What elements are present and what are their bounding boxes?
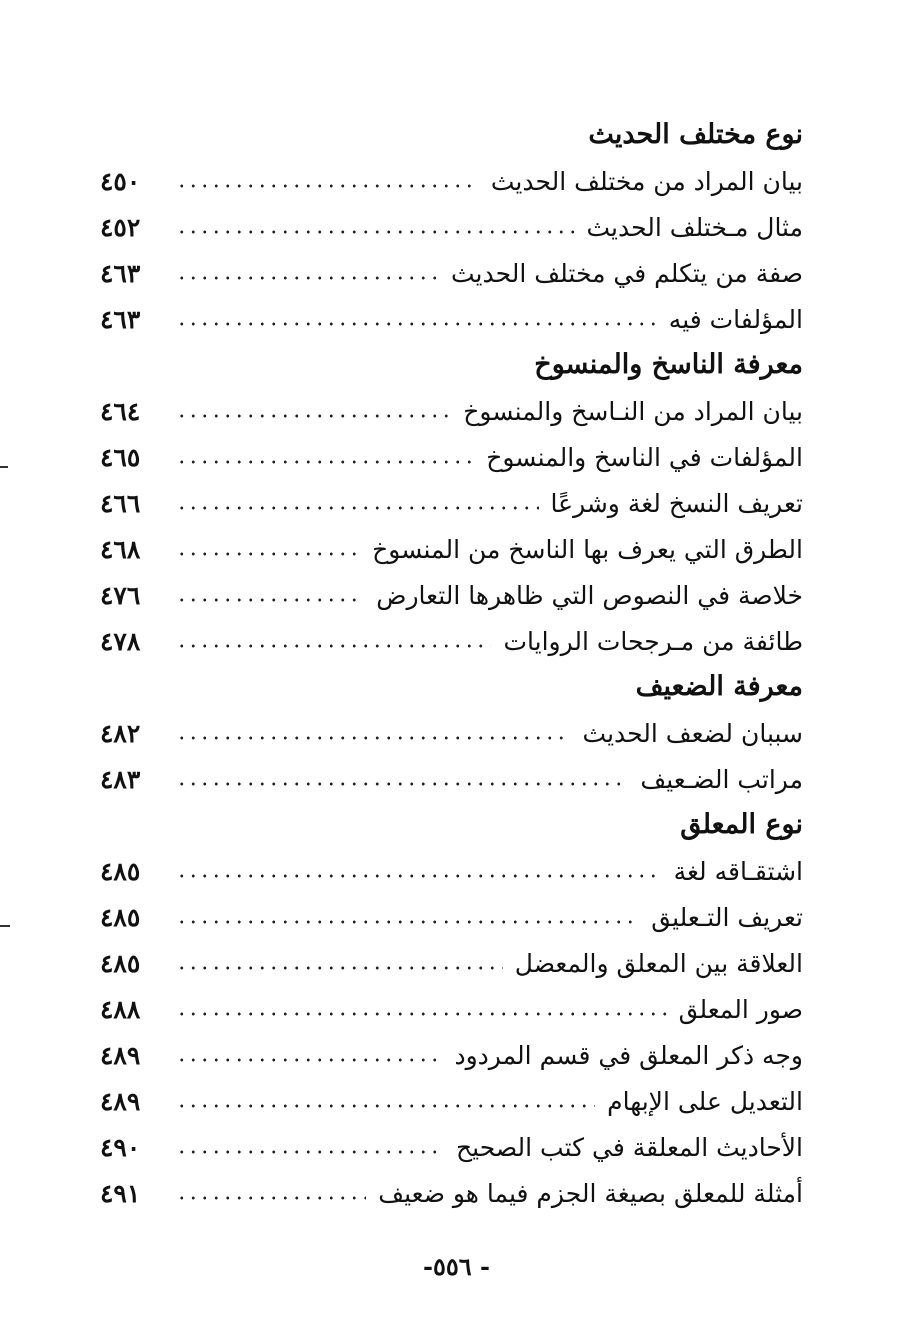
- toc-entry: [100, 848, 803, 894]
- dot-leader: [176, 552, 360, 556]
- entry-page-number: ٤٧٦: [100, 580, 141, 610]
- entry-title: مراتب الضـعيف: [640, 764, 803, 794]
- dot-leader: [176, 782, 628, 786]
- toc-entry: [100, 1078, 803, 1124]
- toc-entry: [100, 940, 803, 986]
- table-of-contents: [100, 112, 803, 1216]
- toc-entry: [100, 204, 803, 250]
- dot-leader: [176, 644, 491, 648]
- entry-title: مثال مـختلف الحديث: [586, 212, 803, 242]
- entry-title: الطرق التي يعرف بها الناسخ من المنسوخ: [372, 534, 803, 564]
- left-edge-mark: [0, 925, 10, 927]
- dot-leader: [176, 1012, 667, 1016]
- dot-leader: [176, 184, 479, 188]
- entry-title: العلاقة بين المعلق والمعضل: [514, 948, 803, 978]
- entry-page-number: ٤٨٨: [100, 994, 141, 1024]
- dot-leader: [176, 920, 639, 924]
- dot-leader: [176, 874, 662, 878]
- entry-title: التعديل على الإبهام: [607, 1086, 803, 1116]
- entry-page-number: ٤٩٠: [100, 1132, 141, 1162]
- toc-entry: [100, 710, 803, 756]
- toc-entry: [100, 1032, 803, 1078]
- entry-title: تعريف التـعليق: [651, 902, 803, 932]
- entry-page-number: ٤٨٥: [100, 902, 141, 932]
- entry-page-number: ٤٥٠: [100, 166, 141, 196]
- toc-entry: [100, 480, 803, 526]
- dot-leader: [176, 598, 364, 602]
- dot-leader: [176, 1058, 442, 1062]
- dot-leader: [176, 1150, 444, 1154]
- entry-title: طائفة من مـرجحات الروايات: [503, 626, 803, 656]
- entry-title: أمثلة للمعلق بصيغة الجزم فيما هو ضعيف: [378, 1178, 803, 1208]
- entry-page-number: ٤٦٥: [100, 442, 141, 472]
- dot-leader: [176, 1104, 595, 1108]
- dot-leader: [176, 276, 439, 280]
- entry-title: بيان المراد من النـاسخ والمنسوخ: [463, 396, 803, 426]
- section-heading: معرفة الناسخ والمنسوخ: [534, 349, 803, 380]
- entry-page-number: ٤٦٨: [100, 534, 141, 564]
- section-heading: نوع المعلق: [680, 809, 803, 840]
- entry-title: تعريف النسخ لغة وشرعًا: [550, 488, 803, 518]
- entry-title: المؤلفات فيه: [668, 304, 803, 334]
- entry-page-number: ٤٥٢: [100, 212, 141, 242]
- entry-page-number: ٤٨٣: [100, 764, 141, 794]
- toc-entry: [100, 388, 803, 434]
- entry-page-number: ٤٦٣: [100, 304, 141, 334]
- entry-page-number: ٤٨٥: [100, 856, 141, 886]
- dot-leader: [176, 460, 474, 464]
- entry-title: وجه ذكر المعلق في قسم المردود: [454, 1040, 803, 1070]
- dot-leader: [176, 506, 539, 510]
- toc-entry: [100, 296, 803, 342]
- section-heading: معرفة الضعيف: [635, 671, 803, 702]
- entry-page-number: ٤٧٨: [100, 626, 141, 656]
- entry-title: الأحاديث المعلقة في كتب الصحيح: [456, 1132, 803, 1162]
- entry-page-number: ٤٨٥: [100, 948, 141, 978]
- toc-entry: [100, 618, 803, 664]
- toc-entry: [100, 250, 803, 296]
- toc-entry: [100, 1170, 803, 1216]
- entry-title: صفة من يتكلم في مختلف الحديث: [450, 258, 803, 288]
- toc-entry: [100, 158, 803, 204]
- entry-page-number: ٤٦٤: [100, 396, 141, 426]
- dot-leader: [176, 414, 451, 418]
- entry-page-number: ٤٨٢: [100, 718, 141, 748]
- toc-entry: [100, 894, 803, 940]
- entry-title: صور المعلق: [678, 994, 803, 1024]
- toc-entry: [100, 1124, 803, 1170]
- entry-page-number: ٤٦٦: [100, 488, 141, 518]
- left-edge-mark: [0, 466, 8, 468]
- toc-entry: [100, 756, 803, 802]
- dot-leader: [176, 230, 575, 234]
- entry-title: سببان لضعف الحديث: [582, 718, 803, 748]
- entry-page-number: ٤٨٩: [100, 1086, 141, 1116]
- entry-title: بيان المراد من مختلف الحديث: [490, 166, 803, 196]
- entry-page-number: ٤٩١: [100, 1178, 141, 1208]
- entry-page-number: ٤٦٣: [100, 258, 141, 288]
- toc-entry: [100, 434, 803, 480]
- dot-leader: [176, 966, 503, 970]
- toc-entry: [100, 526, 803, 572]
- dot-leader: [176, 736, 571, 740]
- dot-leader: [176, 1196, 366, 1200]
- entry-page-number: ٤٨٩: [100, 1040, 141, 1070]
- entry-title: المؤلفات في الناسخ والمنسوخ: [486, 442, 803, 472]
- toc-entry: [100, 986, 803, 1032]
- entry-title: خلاصة في النصوص التي ظاهرها التعارض: [376, 580, 803, 610]
- dot-leader: [176, 322, 657, 326]
- page-number: - ٥٥٦-: [423, 1252, 490, 1281]
- toc-entry: [100, 572, 803, 618]
- entry-title: اشتقـاقه لغة: [673, 856, 803, 886]
- section-heading: نوع مختلف الحديث: [588, 119, 803, 150]
